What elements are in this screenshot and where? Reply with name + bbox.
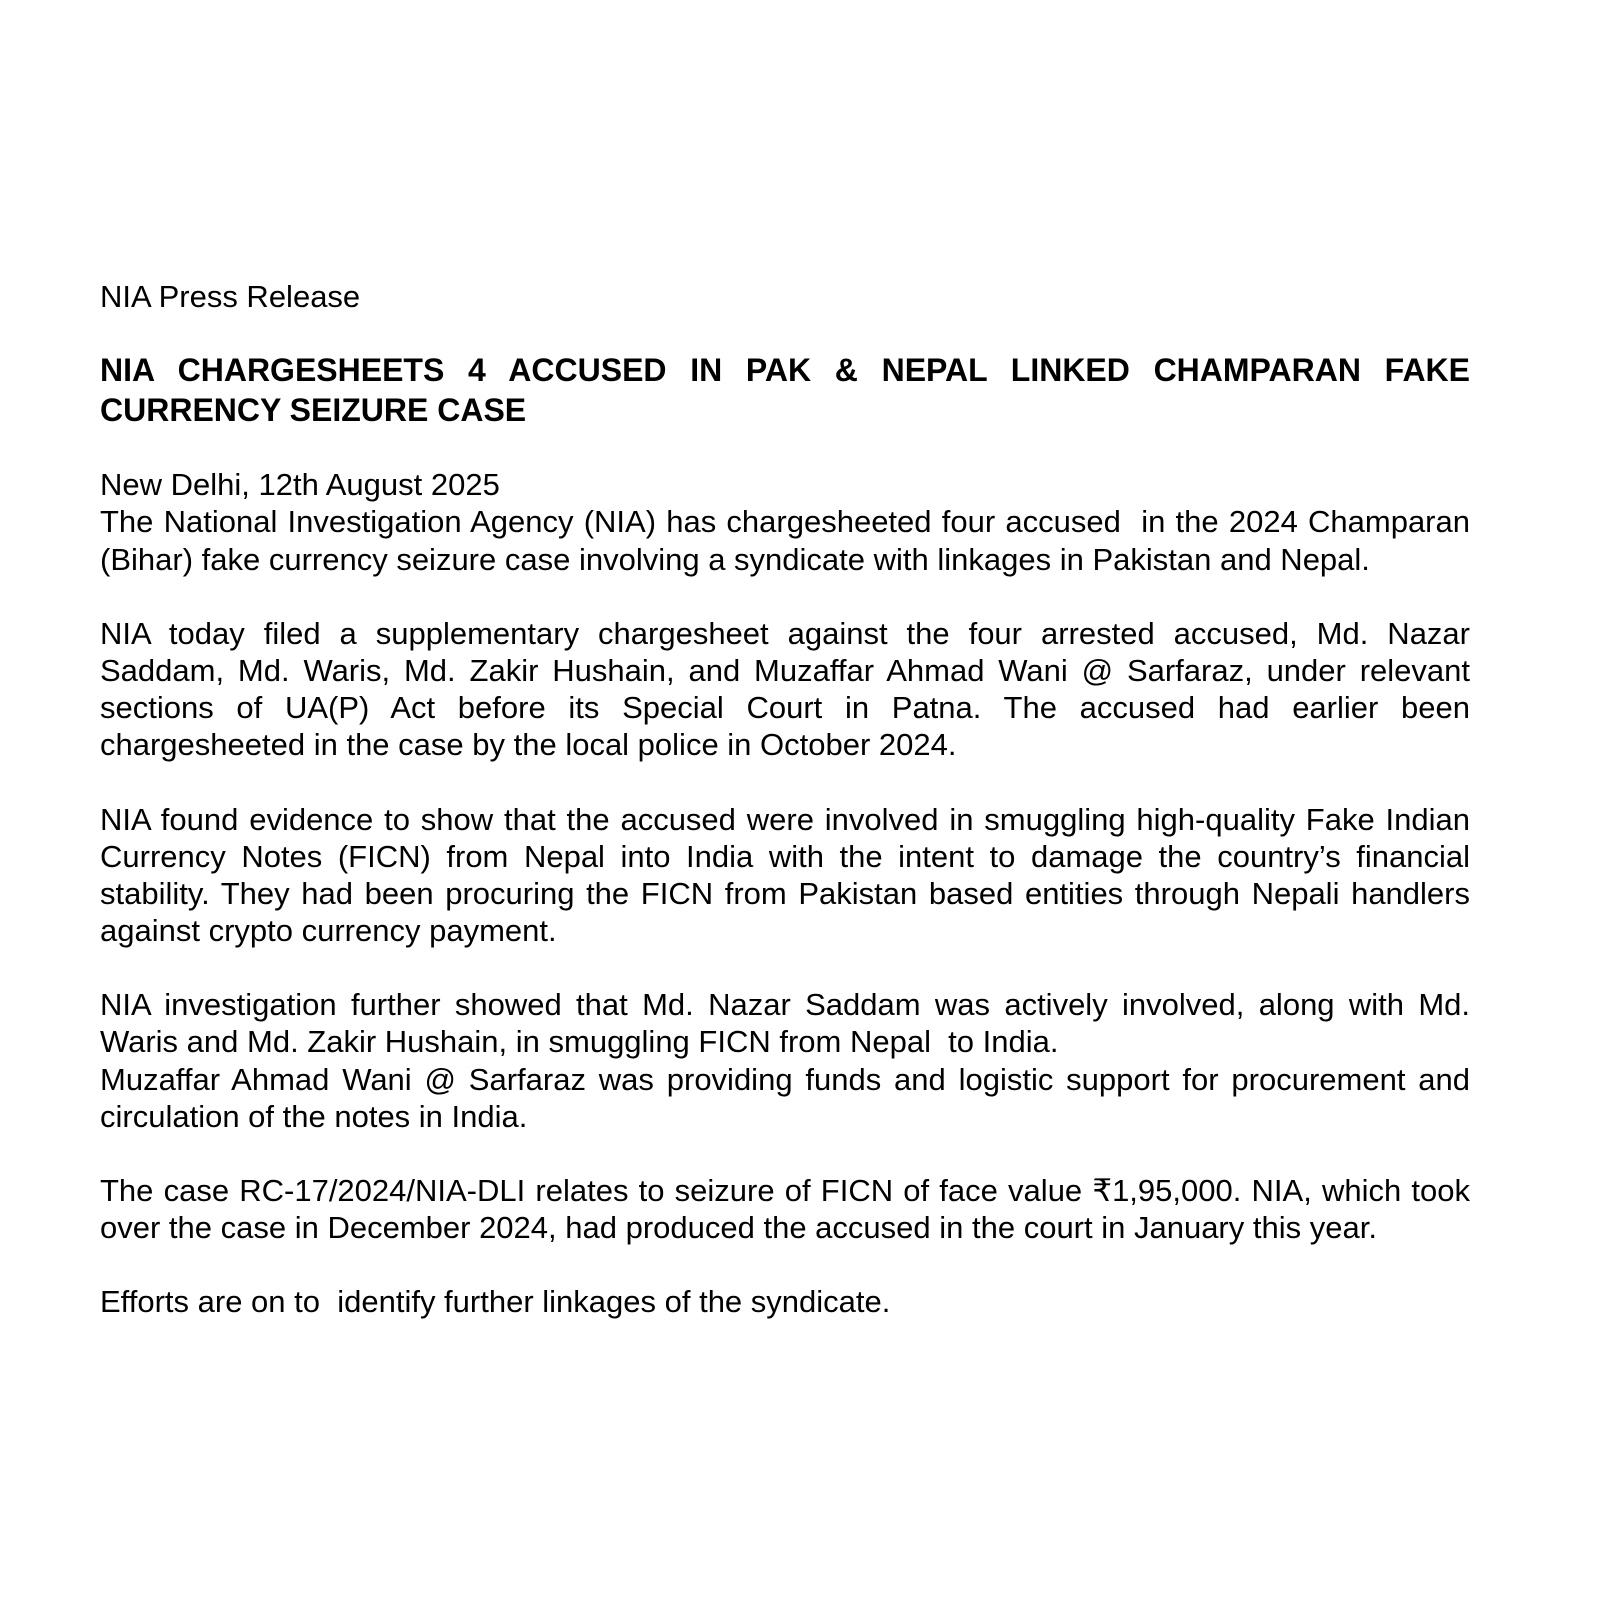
dateline: New Delhi, 12th August 2025 (100, 467, 500, 503)
paragraph-evidence: NIA found evidence to show that the accused were involved in smuggling high-quality Fake Indian Currency Notes (FICN) from Nepal into India with the intent to damage the country’s financial stability. They had been procuring the FICN from Pakistan based entities through Nepali handlers against crypto currency payment. (100, 801, 1479, 949)
paragraph-investigation-line-1: NIA investigation further showed that Md. Nazar Saddam was actively involved, along with Md. Waris and Md. Zakir Hushain, in smuggling FICN from Nepal to India. (100, 987, 1479, 1060)
document-title: NIA CHARGESHEETS 4 ACCUSED IN PAK & NEPAL LINKED CHAMPARAN FAKE CURRENCY SEIZURE CASE (100, 352, 1470, 429)
document-label: NIA Press Release (100, 279, 361, 314)
paragraph-investigation-line-2: Muzaffar Ahmad Wani @ Sarfaraz was providing funds and logistic support for procurement and circulation of the notes in India. (100, 1061, 1479, 1134)
paragraph-case-details: The case RC-17/2024/NIA-DLI relates to seizure of FICN of face value ₹1,95,000. NIA, which took over the case in December 2024, had produced the accused in the court in January this year. (100, 1173, 1479, 1246)
paragraph-intro: The National Investigation Agency (NIA) has chargesheeted four accused in the 2024 Champaran (Bihar) fake currency seizure case involving a syndicate with linkages in Pakistan and Nepal. (100, 504, 1479, 577)
paragraph-chargesheet-details: NIA today filed a supplementary chargesheet against the four arrested accused, Md. Nazar Saddam, Md. Waris, Md. Zakir Hushain, and Muzaffar Ahmad Wani @ Sarfaraz, under relevant sections of UA(P) Act before its Special Court in Patna. The accused had earlier been chargesheeted in the case by the local police in October 2024. (100, 615, 1479, 763)
paragraph-closing: Efforts are on to identify further linkages of the syndicate. (100, 1284, 891, 1320)
